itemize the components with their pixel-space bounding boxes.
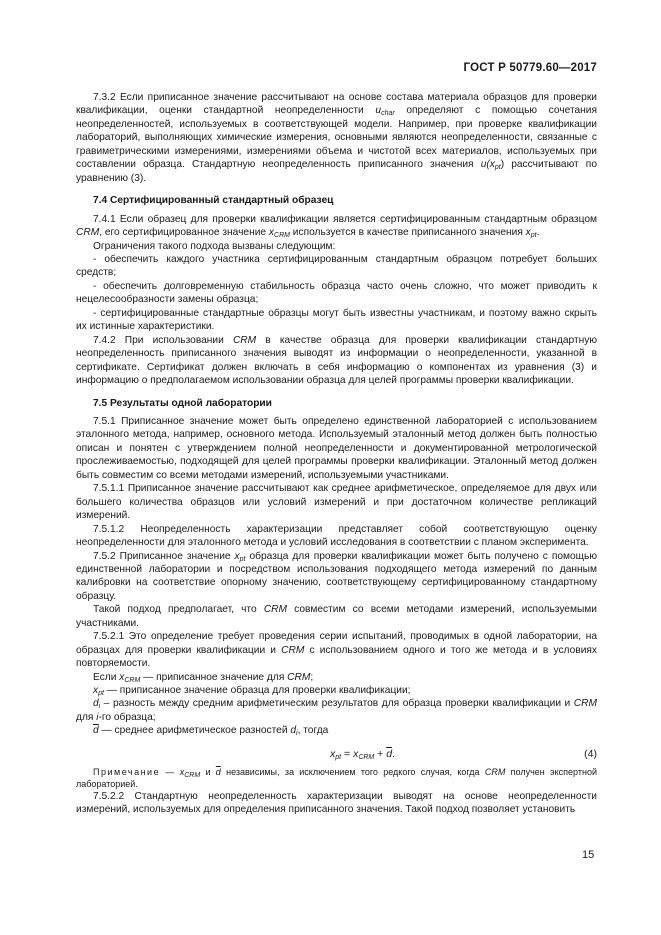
page-header-doc-id: ГОСТ Р 50779.60—2017	[463, 62, 597, 74]
definition-x-pt: $x_{pt}$ — приписанное значение образца для проверки квалификации;	[93, 685, 411, 698]
equation-expression: $x_{pt} = x_{CRM} + \overline{d}$.	[330, 747, 395, 761]
limitations-intro: Ограничения такого подхода вызваны следующим:	[93, 240, 336, 252]
document-body	[76, 91, 597, 817]
section-heading-7-4: 7.4 Сертифицированный стандартный образец	[93, 195, 334, 207]
limitation-item: - обеспечить долговременную стабильность образца часто очень сложно, что может приводить к нецелесообразности замены образца;	[76, 280, 597, 306]
limitation-item: - обеспечить каждого участника сертифицированным стандартным образцом потребует больших средств;	[76, 253, 597, 279]
paragraph-7-4-1: 7.4.1 Если образец для проверки квалификации является сертифицированным стандартным образцом CRM, его сертифицированное значение $x_{CRM}$ используется в качестве приписанного значения $x_{pt}$.	[76, 213, 597, 240]
limitation-item: - сертифицированные стандартные образцы могут быть известны участникам, и поэтому важно скрыть их истинные характеристики.	[76, 307, 597, 333]
equation-4	[76, 744, 597, 766]
equation-number: (4)	[584, 747, 597, 760]
paragraph-7-5-2-2: 7.5.2.2 Стандартную неопределенность характеризации выводят на основе неопределенности измерений, используемых для определения приписанного значения. Такой подход позволяет установить	[76, 790, 597, 816]
paragraph-7-4-2: 7.4.2 При использовании CRM в качестве образца для проверки квалификации стандартную неопределенность приписанного значения выводят из информации о неопределенности, указанной в сертификате. Сертификат должен включать в себя информацию о компонентах из уравнения (3) и информацию о предполагаемом использовании образца для целей программы проверки квалификации.	[76, 334, 597, 387]
paragraph-7-5-1-1: 7.5.1.1 Приписанное значение рассчитывают как среднее арифметическое, определяемое для двух или большего количества образцов или условий измерений и при достаточном количестве репликаций измерений.	[76, 483, 597, 522]
paragraph-7-5-2: 7.5.2 Приписанное значение $x_{pt}$ образца для проверки квалификации может быть получено с помощью единственной лаборатории и посредством использования подходящего метода измерений по данным калибровки на соответствие опорному значению, соответствующему сертифицированному стандартному образцу.	[76, 550, 597, 602]
paragraph-7-5-2-1: 7.5.2.1 Это определение требует проведения серии испытаний, проводимых в одной лаборатории, на образцах для проверки квалификации и CRM с использованием одного и того же метода и в условиях повторяемости.	[76, 631, 597, 670]
definition-d-i: $d_i$ – разность между средним арифметическим результатов для образца проверки квалификации и CRM для i-го образца;	[76, 698, 597, 723]
note-label: Примечание	[93, 766, 161, 777]
definition-d-mean: $\overline{d}$ — среднее арифметическое разностей $d_i$, тогда	[93, 725, 329, 738]
paragraph-7-5-1: 7.5.1 Приписанное значение может быть определено единственной лабораторией с использованием эталонного метода, например, основного метода. Используемый эталонный метод должен быть полностью описан и понятен с утверждением полной неопределенности и документированной метрологической прослеживаемостью, подходящей для целей программы проверки квалификации. Эталонный метод должен быть совместим со всеми методами измерений, используемыми участниками.	[76, 415, 597, 481]
page-number: 15	[582, 849, 595, 861]
paragraph-7-3-2: 7.3.2 Если приписанное значение рассчитывают на основе состава материала образцов для проверки квалификации, оценки стандартной неопределенности $u_{char}$ определяют с помощью сочетания неопределенностей, используемых в соответствующей модели. Например, при проверке квалификации лабораторий, выполняющих химические измерения, основными являются неопределенности, связанные с гравиметрическими измерениями, измерениями объема и чистотой всех материалов, используемых при составлении образца. Стандартную неопределенность приписанного значения $u(x_{pt})$ рассчитывают по уравнению (3).	[76, 92, 597, 184]
note: Примечание — $x_{CRM}$ и $\overline{d}$ независимы, за исключением того редкого случая, когда CRM получен экспертной лабораторией.	[76, 766, 597, 789]
section-heading-7-5: 7.5 Результаты одной лаборатории	[93, 397, 272, 409]
paragraph-7-5-2-continued: Такой подход предполагает, что CRM совместим со всеми методами измерений, используемыми участниками.	[76, 604, 597, 629]
paragraph-7-5-1-2: 7.5.1.2 Неопределенность характеризации представляет собой соответствующую оценку неопределенности для эталонного метода и условий исследования в соответствии с планом эксперимента.	[76, 523, 597, 549]
definition-x-crm: Если $x_{CRM}$ — приписанное значение для CRM;	[93, 671, 314, 684]
